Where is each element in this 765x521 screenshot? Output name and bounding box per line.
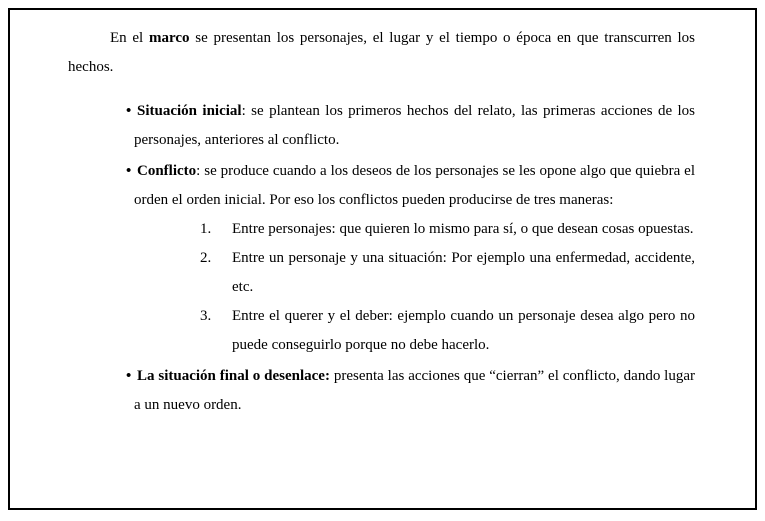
bullet-item-conflicto (10, 157, 695, 215)
bullet-term: Situación inicial (137, 103, 242, 119)
numbered-item-text: Entre personajes: que quieren lo mismo para sí, o que desean cosas opuestas. (232, 221, 694, 237)
bullet-term: Conflicto (137, 163, 197, 179)
bullet-item-situacion-inicial (10, 97, 695, 155)
numbered-item-marker: 2. (200, 250, 212, 266)
intro-text-before: En el (110, 30, 149, 46)
intro-bold-term: marco (148, 30, 190, 46)
bullet-icon: • (126, 103, 132, 119)
numbered-item-text: Entre el querer y el deber: ejemplo cuando un personaje desea algo pero no puede conseguirlo porque no debe hacerlo. (232, 308, 695, 353)
bullet-text: se plantean los primeros hechos del relato, las primeras acciones de los personajes, anteriores al conflicto. (134, 103, 696, 148)
bullet-list (10, 97, 755, 420)
numbered-item-3 (10, 302, 695, 360)
bullet-text: se produce cuando a los deseos de los personajes se les opone algo que quiebra el orden el orden inicial. Por eso los conflictos pueden producirse de tres maneras: (134, 163, 695, 208)
bullet-text: presenta las acciones que “cierran” el conflicto, dando lugar a un nuevo orden. (134, 368, 695, 413)
page-border-frame (8, 8, 757, 510)
bullet-separator: : (196, 163, 205, 179)
document-content (10, 10, 755, 508)
numbered-item-text: Entre un personaje y una situación: Por ejemplo una enfermedad, accidente, etc. (232, 250, 695, 295)
numbered-item-2 (10, 244, 695, 302)
numbered-list (10, 215, 755, 360)
bullet-item-situacion-final (10, 362, 695, 420)
bullet-term: La situación final o desenlace: (137, 368, 330, 384)
bullet-icon: • (126, 368, 132, 384)
bullet-icon: • (126, 163, 132, 179)
numbered-item-1 (10, 215, 695, 244)
numbered-item-marker: 1. (200, 221, 212, 237)
intro-paragraph (68, 24, 695, 82)
bullet-separator: : (241, 103, 252, 119)
intro-text-after: se presentan los personajes, el lugar y el tiempo o época en que transcurren los hechos. (68, 30, 695, 75)
numbered-item-marker: 3. (200, 308, 212, 324)
